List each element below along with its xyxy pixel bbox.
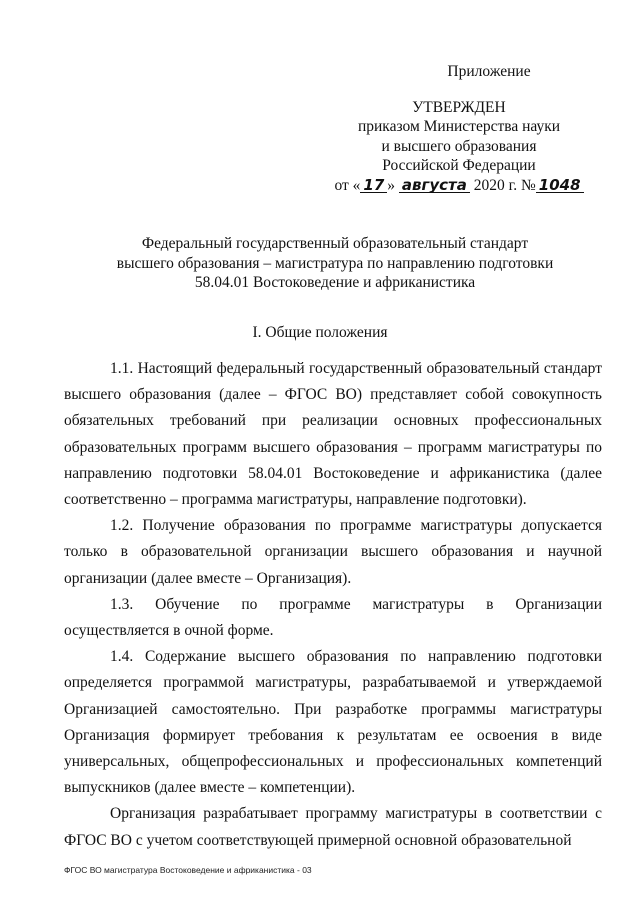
order-prefix: от « bbox=[334, 176, 361, 194]
paragraph-1-3: 1.3. Обучение по программе магистратуры в Организации осуществляется в очной форме. bbox=[64, 595, 602, 640]
paragraph-continuation: Организация разрабатывает программу магистратуры в соответствии с ФГОС ВО с учетом соответствующей примерной основной образовательной bbox=[64, 805, 602, 849]
title-line-3: 58.04.01 Востоковедение и африканистика bbox=[194, 274, 476, 291]
paragraph-1-2: 1.2. Получение образования по программе магистратуры допускается только в образовательной организации высшего образования и научной организации (далее вместе – Организация). bbox=[64, 517, 602, 587]
approved-heading: УТВЕРЖДЕН bbox=[412, 98, 506, 116]
approval-line-2: и высшего образования bbox=[381, 137, 537, 155]
order-number: 1048 bbox=[536, 178, 584, 193]
section-heading: I. Общие положения bbox=[252, 324, 388, 341]
order-year: 2020 г. № bbox=[473, 176, 536, 194]
order-mid: » bbox=[387, 176, 396, 194]
title-line-2: высшего образования – магистратура по направлению подготовки bbox=[116, 254, 554, 272]
order-day: 17 bbox=[360, 178, 387, 193]
appendix-label: Приложение bbox=[447, 63, 531, 80]
paragraph-1-1: 1.1. Настоящий федеральный государственный образовательный стандарт высшего образования (далее – ФГОС ВО) представляет собой совокупность обязательных требований при реализации основных профессиональных образовательных программ высшего образования – программ магистратуры по направлению подготовки 58.04.01 Востоковедение и африканистика (далее соответственно – программа магистратуры, направление подготовки). bbox=[64, 360, 602, 509]
order-month: августа bbox=[399, 178, 470, 193]
approval-stamp bbox=[318, 62, 600, 195]
title-line-1: Федеральный государственный образовательный стандарт bbox=[141, 235, 529, 252]
approval-line-1: приказом Министерства науки bbox=[357, 118, 561, 135]
order-line bbox=[318, 176, 600, 196]
paragraph-1-4: 1.4. Содержание высшего образования по направлению подготовки определяется программой магистратуры, разрабатываемой и утверждаемой Организацией самостоятельно. При разработке программы магистратуры Организация формирует требования к результатам ее освоения в виде универсальных, общепрофессиональных и профессиональных компетенций выпускников (далее вместе – компетенции). bbox=[64, 648, 602, 797]
document-body bbox=[64, 356, 602, 854]
document-title bbox=[40, 234, 630, 293]
page-footer: ФГОС ВО магистратура Востоковедение и африканистика - 03 bbox=[64, 865, 312, 875]
approval-line-3: Российской Федерации bbox=[382, 157, 536, 174]
